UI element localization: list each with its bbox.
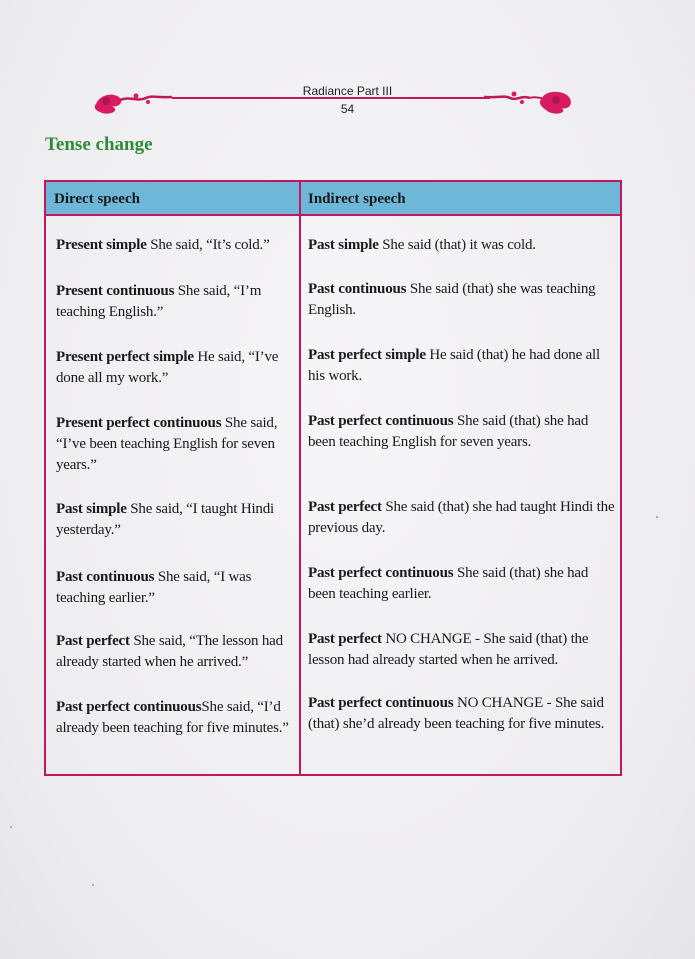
indirect-speech-cell	[308, 693, 616, 735]
section-title: Tense change	[45, 134, 153, 155]
tense-table	[44, 180, 622, 776]
direct-speech-cell	[56, 499, 296, 541]
direct-speech-cell	[56, 413, 296, 476]
example-text: She said, “I taught Hindi yesterday.”	[56, 501, 274, 538]
example-text: She said, “I’ve been teaching English for seven years.”	[56, 415, 278, 473]
tense-label: Past perfect	[308, 631, 382, 647]
example-text: He said, “I’ve done all my work.”	[56, 349, 279, 386]
tense-label: Present perfect simple	[56, 349, 194, 365]
tense-label: Past continuous	[56, 569, 155, 585]
example-text: She said, “I’m teaching English.”	[56, 283, 262, 320]
tense-label: Past simple	[308, 237, 379, 253]
tense-label: Present perfect continuous	[56, 415, 222, 431]
tense-label: Past perfect	[308, 499, 382, 515]
tense-label: Present continuous	[56, 283, 175, 299]
indirect-speech-cell	[308, 235, 616, 256]
tense-label: Past perfect continuous	[308, 413, 454, 429]
scan-speck	[656, 516, 658, 518]
example-text: She said (that) she had taught Hindi the previous day.	[308, 499, 615, 536]
example-text: She said, “I’d already been teaching for five minutes.”	[56, 699, 289, 736]
tense-label: Present simple	[56, 237, 147, 253]
example-text: NO CHANGE - She said (that) the lesson had already started when he arrived.	[308, 631, 589, 668]
column-divider	[299, 182, 301, 774]
tense-label: Past perfect continuous	[308, 695, 454, 711]
header-direct-speech: Direct speech	[54, 191, 140, 207]
direct-speech-cell	[56, 567, 296, 609]
direct-speech-cell	[56, 697, 296, 739]
direct-speech-cell	[56, 631, 296, 673]
direct-speech-cell	[56, 347, 296, 389]
running-header-title: Radiance Part III	[302, 84, 393, 98]
direct-speech-cell	[56, 235, 296, 256]
tense-label: Past perfect continuous	[56, 699, 202, 715]
example-text: She said, “It’s cold.”	[146, 237, 270, 253]
tense-label: Past simple	[56, 501, 127, 517]
page-number: 54	[340, 102, 355, 116]
tense-label: Past perfect simple	[308, 347, 426, 363]
indirect-speech-cell	[308, 563, 616, 605]
example-text: She said (that) she had been teaching earlier.	[308, 565, 589, 602]
example-text: She said (that) she was teaching English.	[308, 281, 596, 318]
direct-speech-cell	[56, 281, 296, 323]
example-text: She said, “I was teaching earlier.”	[56, 569, 252, 606]
header-indirect-speech: Indirect speech	[308, 191, 406, 207]
tense-label: Past perfect	[56, 633, 130, 649]
tense-label: Past continuous	[308, 281, 407, 297]
example-text: He said (that) he had done all his work.	[308, 347, 600, 384]
indirect-speech-cell	[308, 411, 616, 453]
example-text: She said, “The lesson had already started when he arrived.”	[56, 633, 283, 670]
indirect-speech-cell	[308, 345, 616, 387]
scan-speck	[92, 884, 94, 886]
example-text: She said (that) it was cold.	[378, 237, 536, 253]
indirect-speech-cell	[308, 497, 616, 539]
indirect-speech-cell	[308, 629, 616, 671]
scan-speck	[10, 826, 12, 828]
example-text: NO CHANGE - She said (that) she’d already been teaching for five minutes.	[308, 695, 605, 732]
example-text: She said (that) she had been teaching English for seven years.	[308, 413, 589, 450]
tense-label: Past perfect continuous	[308, 565, 454, 581]
indirect-speech-cell	[308, 279, 616, 321]
